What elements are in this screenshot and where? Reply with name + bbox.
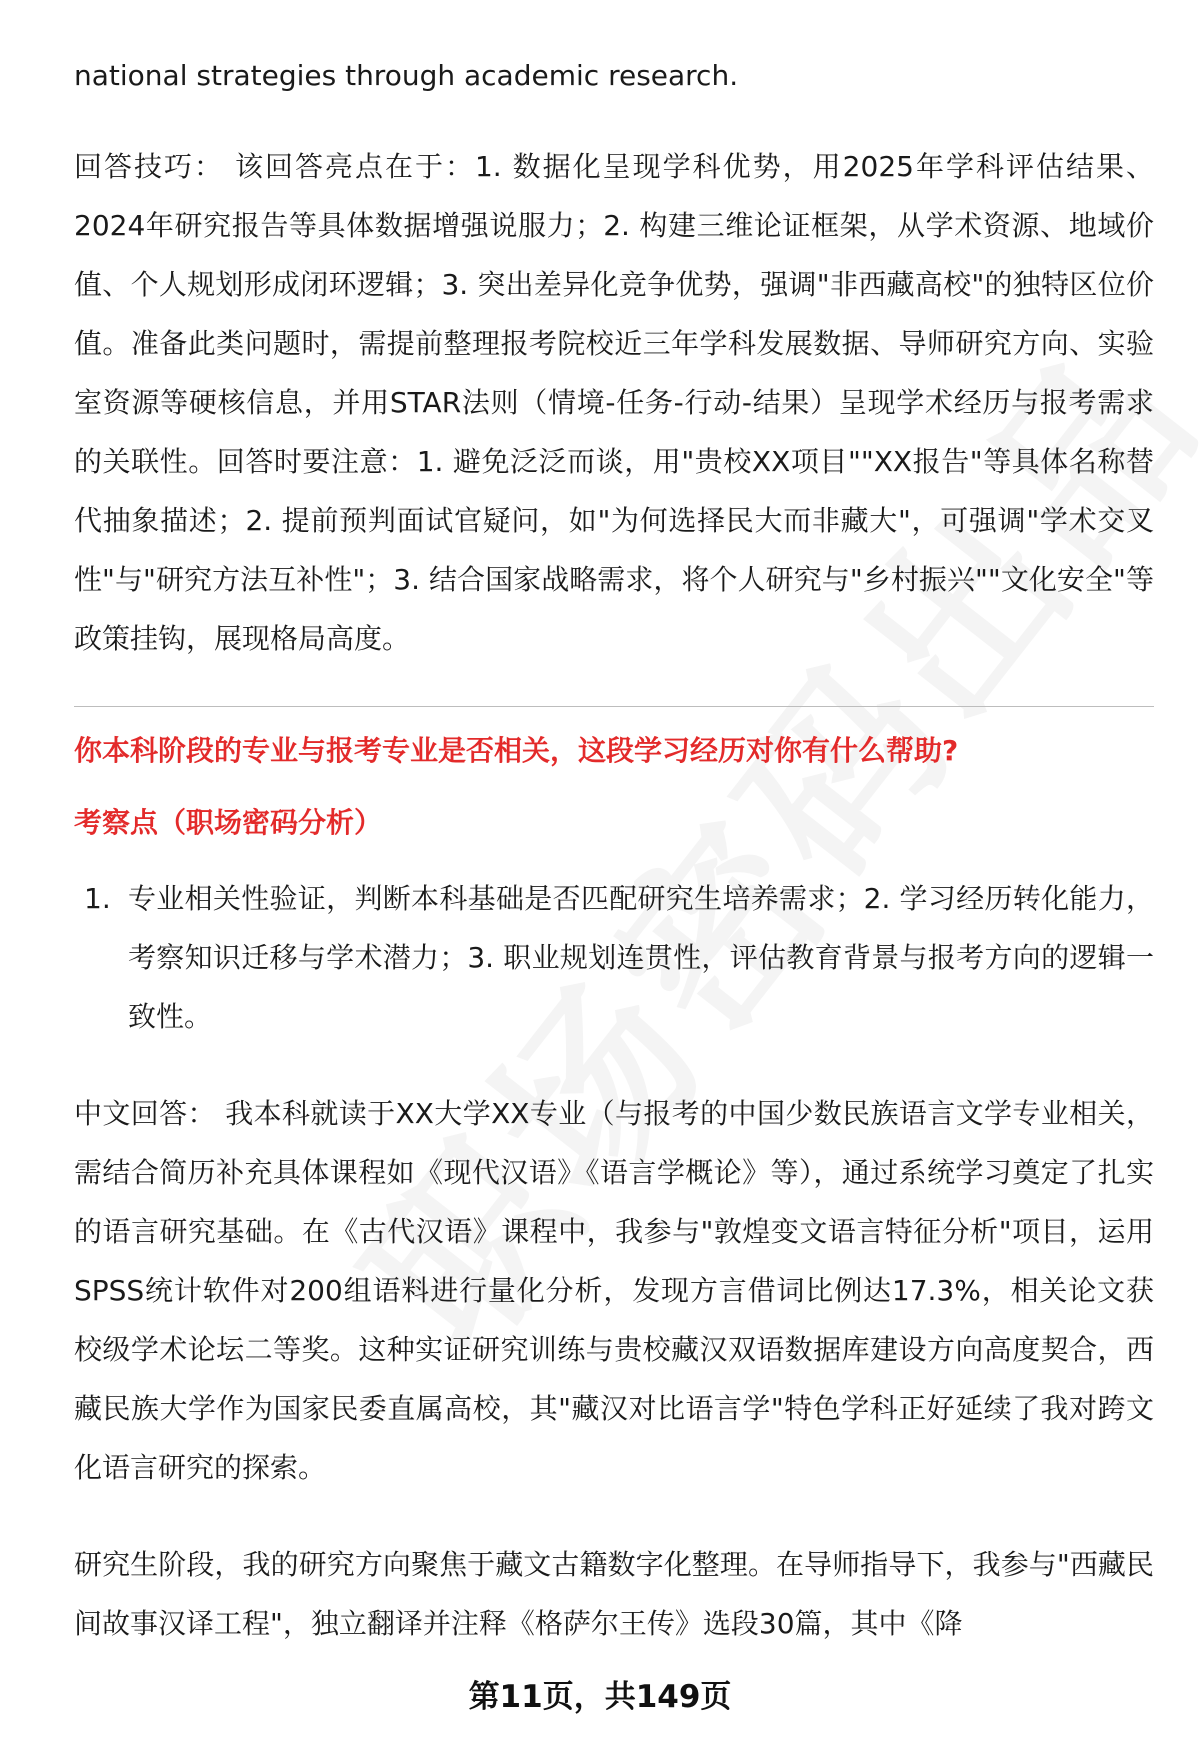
list-text: 专业相关性验证，判断本科基础是否匹配研究生培养需求；2. 学习经历转化能力，考察知识迁移与学术潜力；3. 职业规划连贯性，评估教育背景与报考方向的逻辑一致性。 [128, 882, 1154, 1033]
page-number-footer: 第11页，共149页 [468, 1679, 732, 1715]
answer-tips-paragraph: 回答技巧： 该回答亮点在于：1. 数据化呈现学科优势，用2025年学科评估结果、2024年研究报告等具体数据增强说服力；2. 构建三维论证框架，从学术资源、地域价值、个人规划形成闭环逻辑；3. 突出差异化竞争优势，强调"非西藏高校"的独特区位价值。准备此类问题时，需提前整理报考院校近三年学科发展数据、导师研究方向、实验室资源等硬核信息，并用STAR法则（情境-任务-行动-结果）呈现学术经历与报考需求的关联性。回答时要注意：1. 避免泛泛而谈，用"贵校XX项目""XX报告"等具体名称替代抽象描述；2. 提前预判面试官疑问，如"为何选择民大而非藏大"，可强调"学术交叉性"与"研究方法互补性"；3. 结合国家战略需求，将个人研究与"乡村振兴""文化安全"等政策挂钩，展现格局高度。 [74, 150, 1154, 655]
assessment-list-item [74, 869, 1154, 1046]
assessment-heading: 考察点（职场密码分析） [74, 806, 383, 839]
chinese-answer-paragraph: 中文回答： 我本科就读于XX大学XX专业（与报考的中国少数民族语言文学专业相关，需结合简历补充具体课程如《现代汉语》《语言学概论》等），通过系统学习奠定了扎实的语言研究基础。在《古代汉语》课程中，我参与"敦煌变文语言特征分析"项目，运用SPSS统计软件对200组语料进行量化分析，发现方言借词比例达17.3%，相关论文获校级学术论坛二等奖。这种实证研究训练与贵校藏汉双语数据库建设方向高度契合，西藏民族大学作为国家民委直属高校，其"藏汉对比语言学"特色学科正好延续了我对跨文化语言研究的探索。 [74, 1097, 1154, 1484]
english-text-line: national strategies through academic research. [74, 59, 739, 92]
interview-question: 你本科阶段的专业与报考专业是否相关，这段学习经历对你有什么帮助? [74, 734, 959, 767]
section-divider [74, 706, 1154, 707]
page-content [74, 46, 1154, 1653]
graduate-stage-paragraph: 研究生阶段，我的研究方向聚焦于藏文古籍数字化整理。在导师指导下，我参与"西藏民间故事汉译工程"，独立翻译并注释《格萨尔王传》选段30篇，其中《降 [74, 1548, 1154, 1640]
list-number: 1. [84, 882, 111, 915]
